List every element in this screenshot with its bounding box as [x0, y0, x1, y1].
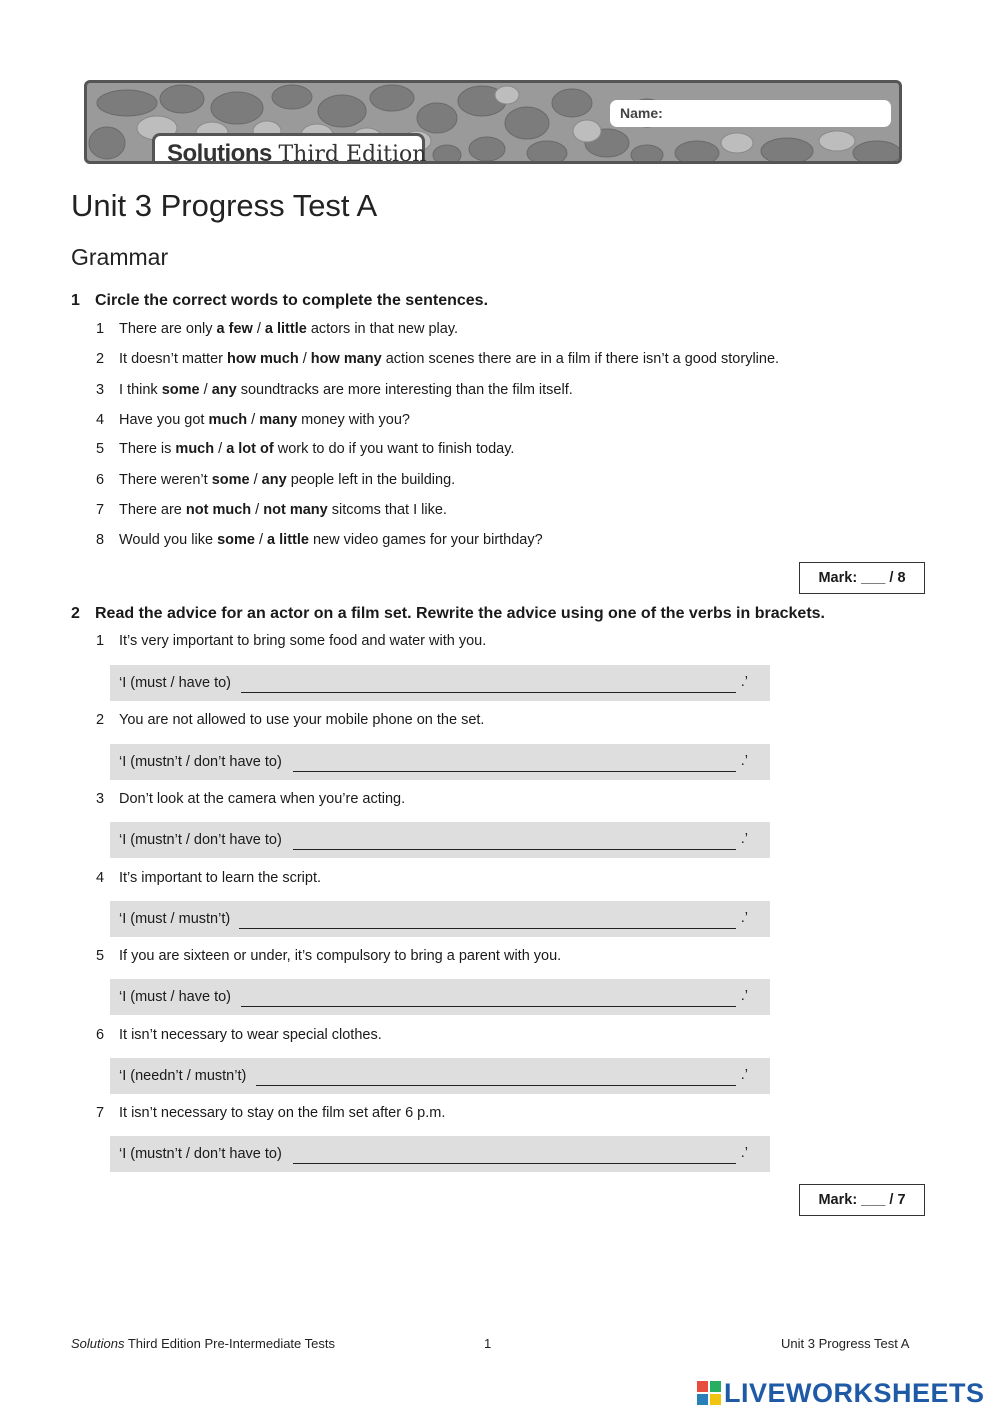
item-number: 3 — [96, 382, 105, 398]
answer-line[interactable] — [241, 1006, 736, 1007]
answer-prompt: ‘I (needn’t / mustn’t) — [119, 1068, 247, 1084]
option-b[interactable]: a little — [264, 321, 307, 337]
header-banner — [84, 80, 902, 164]
name-field[interactable] — [610, 100, 891, 127]
answer-end: .’ — [740, 753, 748, 769]
answer-end: .’ — [740, 1067, 748, 1083]
option-b[interactable]: any — [211, 382, 237, 398]
name-label: Name: — [620, 105, 663, 121]
answer-prompt: ‘I (must / have to) — [119, 989, 232, 1005]
answer-line[interactable] — [293, 771, 736, 772]
exercise-2-item: 4 It’s important to learn the script. — [96, 870, 322, 886]
exercise-2-item: 3 Don’t look at the camera when you’re acting. — [96, 791, 406, 807]
answer-prompt: ‘I (must / mustn’t) — [119, 911, 231, 927]
answer-box[interactable] — [110, 1058, 770, 1094]
mark-box-exercise-1[interactable]: Mark: ___ / 8 — [799, 562, 925, 594]
exercise-1-item: 5 There is much / a lot of work to do if you want to finish today. — [96, 441, 515, 457]
answer-line[interactable] — [293, 1163, 736, 1164]
exercise-1-item: 6 There weren’t some / any people left in the building. — [96, 472, 456, 488]
option-a[interactable]: some — [161, 382, 200, 398]
answer-box[interactable] — [110, 979, 770, 1015]
answer-prompt: ‘I (must / have to) — [119, 675, 232, 691]
option-a[interactable]: some — [217, 532, 255, 548]
answer-line[interactable] — [293, 849, 736, 850]
answer-box[interactable] — [110, 822, 770, 858]
option-a[interactable]: how much — [227, 351, 299, 367]
option-a[interactable]: not much — [185, 502, 252, 518]
brand-tab — [152, 133, 425, 164]
item-number: 1 — [96, 321, 105, 337]
item-number: 2 — [96, 351, 105, 367]
answer-end: .’ — [740, 674, 748, 690]
answer-line[interactable] — [241, 692, 736, 693]
exercise-1-instruction: 1 Circle the correct words to complete the sentences. — [71, 292, 489, 309]
answer-box[interactable] — [110, 901, 770, 937]
item-number: 3 — [96, 791, 105, 807]
exercise-2-item: 5 If you are sixteen or under, it’s compulsory to bring a parent with you. — [96, 948, 562, 964]
answer-box[interactable] — [110, 1136, 770, 1172]
item-number: 5 — [96, 441, 105, 457]
option-b[interactable]: many — [259, 412, 298, 428]
option-b[interactable]: not many — [263, 502, 328, 518]
answer-end: .’ — [740, 910, 748, 926]
item-number: 4 — [96, 870, 105, 886]
exercise-2-item: 2 You are not allowed to use your mobile phone on the set. — [96, 712, 485, 728]
exercise-2-item: 7 It isn’t necessary to stay on the film set after 6 p.m. — [96, 1105, 446, 1121]
option-a[interactable]: much — [175, 441, 215, 457]
footer-right: Unit 3 Progress Test A — [781, 1336, 910, 1351]
exercise-1-item: 2 It doesn’t matter how much / how many action scenes there are in a film if there isn’t a good storyline. — [96, 351, 780, 367]
section-title: Grammar — [71, 244, 169, 270]
answer-line[interactable] — [239, 928, 736, 929]
option-a[interactable]: some — [211, 472, 250, 488]
item-number: 8 — [96, 532, 105, 548]
exercise-1-item: 4 Have you got much / many money with you? — [96, 412, 410, 428]
option-b[interactable]: a little — [267, 532, 309, 548]
footer-left: Solutions Third Edition Pre-Intermediate Tests — [71, 1336, 335, 1351]
exercise-2-item: 6 It isn’t necessary to wear special clothes. — [96, 1027, 382, 1043]
answer-prompt: ‘I (mustn’t / don’t have to) — [119, 832, 282, 848]
item-number: 6 — [96, 1027, 105, 1043]
option-b[interactable]: how many — [310, 351, 382, 367]
item-number: 4 — [96, 412, 105, 428]
item-number: 5 — [96, 948, 105, 964]
item-number: 7 — [96, 502, 105, 518]
footer-page-number: 1 — [484, 1336, 492, 1351]
answer-end: .’ — [740, 831, 748, 847]
liveworksheets-logo-icon — [697, 1381, 721, 1405]
exercise-1-item: 1 There are only a few / a little actors in that new play. — [96, 321, 459, 337]
brand-logo: Solutions Third Edition — [167, 140, 427, 164]
page-title: Unit 3 Progress Test A — [71, 188, 378, 223]
mark-box-exercise-2[interactable]: Mark: ___ / 7 — [799, 1184, 925, 1216]
exercise-1-item: 3 I think some / any soundtracks are more interesting than the film itself. — [96, 382, 573, 398]
answer-line[interactable] — [256, 1085, 736, 1086]
item-number: 6 — [96, 472, 105, 488]
option-a[interactable]: much — [208, 412, 248, 428]
exercise-2-instruction: 2 Read the advice for an actor on a film set. Rewrite the advice using one of the verbs in brackets. — [71, 605, 825, 622]
item-number: 1 — [96, 633, 105, 649]
option-b[interactable]: any — [261, 472, 287, 488]
answer-prompt: ‘I (mustn’t / don’t have to) — [119, 1146, 282, 1162]
answer-box[interactable] — [110, 744, 770, 780]
option-a[interactable]: a few — [216, 321, 253, 337]
option-b[interactable]: a lot of — [226, 441, 274, 457]
item-number: 2 — [96, 712, 105, 728]
exercise-1-item: 7 There are not much / not many sitcoms that I like. — [96, 502, 447, 518]
answer-end: .’ — [740, 988, 748, 1004]
liveworksheets-watermark: LIVEWORKSHEETS — [697, 1378, 985, 1409]
exercise-2-item: 1 It’s very important to bring some food and water with you. — [96, 633, 487, 649]
answer-box[interactable] — [110, 665, 770, 701]
exercise-1-item: 8 Would you like some / a little new video games for your birthday? — [96, 532, 543, 548]
answer-end: .’ — [740, 1145, 748, 1161]
item-number: 7 — [96, 1105, 105, 1121]
answer-prompt: ‘I (mustn’t / don’t have to) — [119, 754, 282, 770]
